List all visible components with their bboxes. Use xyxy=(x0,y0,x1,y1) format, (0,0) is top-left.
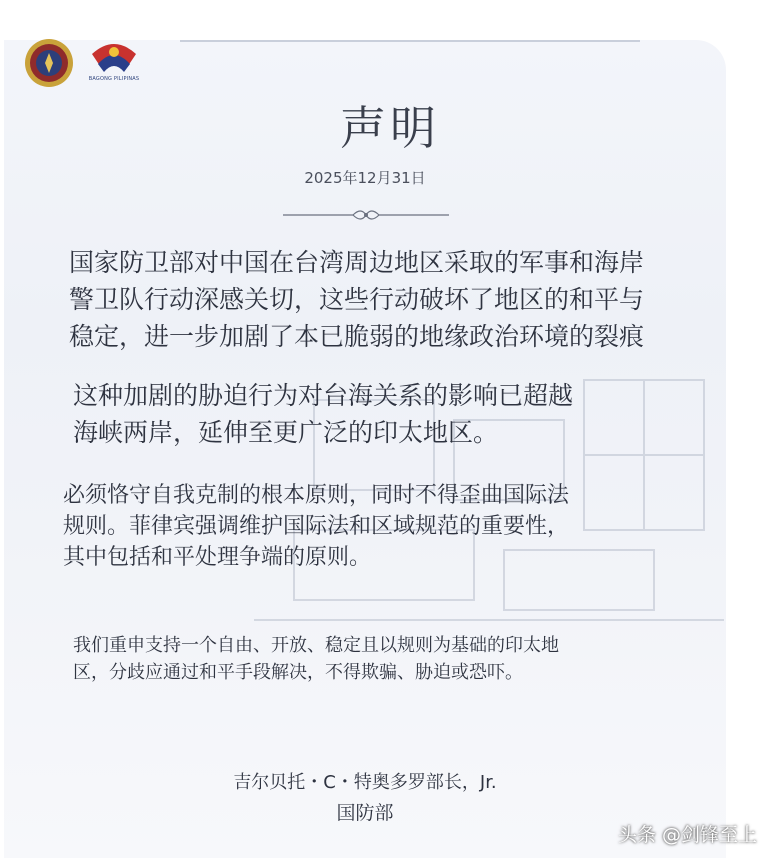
paragraph-line: 区，分歧应通过和平手段解决，不得欺骗、胁迫或恐吓。 xyxy=(73,662,523,683)
paragraph-line: 其中包括和平处理争端的原则。 xyxy=(63,545,372,570)
paragraph-line: 这种加剧的胁迫行为对台海关系的影响已超越 xyxy=(73,381,574,410)
page-title: 声明 xyxy=(340,101,440,155)
signer-name: 吉尔贝托・C・特奥多罗部长，Jr. xyxy=(233,772,497,793)
paragraph-line: 必须恪守自我克制的根本原则，同时不得歪曲国际法 xyxy=(63,483,570,508)
dnd-seal-icon xyxy=(24,38,74,88)
bagong-pilipinas-logo xyxy=(88,36,140,84)
department-name: 国防部 xyxy=(336,802,394,824)
ornamental-divider-icon xyxy=(283,205,449,225)
paragraph-line: 国家防卫部对中国在台湾周边地区采取的军事和海岸 xyxy=(69,248,645,277)
paragraph-line: 规则。菲律宾强调维护国际法和区域规范的重要性， xyxy=(63,514,570,539)
paragraph-line: 海峡两岸，延伸至更广泛的印太地区。 xyxy=(73,418,499,447)
paragraph-4 xyxy=(73,632,559,686)
paragraph-line: 稳定，进一步加剧了本已脆弱的地缘政治环境的裂痕 xyxy=(69,322,645,351)
paragraph-line: 我们重申支持一个自由、开放、稳定且以规则为基础的印太地 xyxy=(73,635,559,656)
top-border-line xyxy=(180,40,640,42)
bagong-logo-caption: BAGONG PILIPINAS xyxy=(88,76,140,82)
statement-date: 2025年12月31日 xyxy=(304,169,426,187)
paragraph-3 xyxy=(63,480,569,573)
paragraph-1 xyxy=(69,244,644,355)
paragraph-line: 警卫队行动深感关切，这些行动破坏了地区的和平与 xyxy=(69,285,645,314)
paragraph-2 xyxy=(73,377,573,451)
source-watermark: 头条 @剑锋至上 xyxy=(618,824,758,846)
bagong-pilipinas-logo-icon xyxy=(88,36,140,76)
